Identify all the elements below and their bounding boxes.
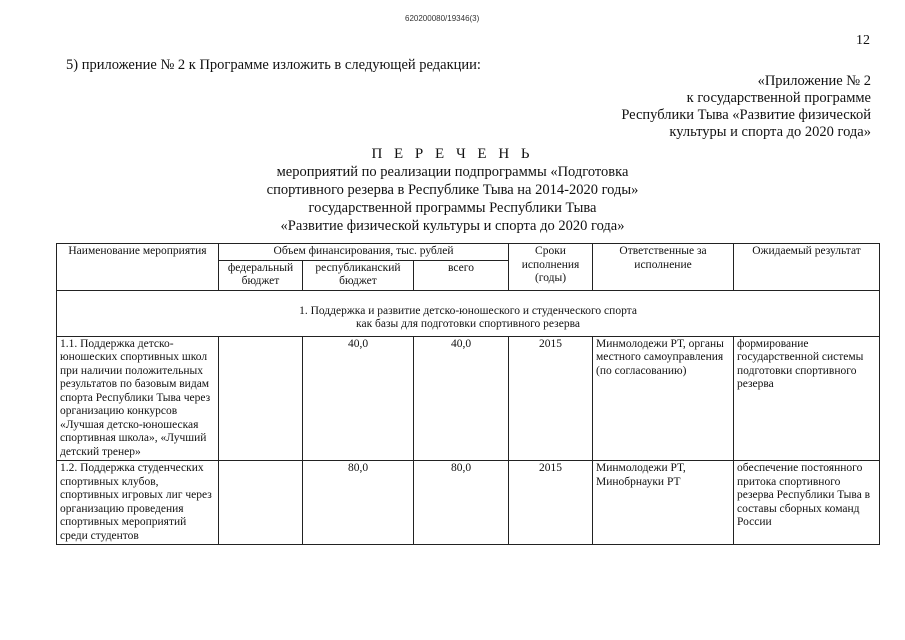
header-republican: республиканский бюджет (303, 260, 414, 290)
table-row (57, 336, 880, 461)
annex-line: к государственной программе (686, 90, 871, 106)
title-line: государственной программы Республики Тыва (308, 200, 597, 216)
annex-reference (551, 73, 871, 141)
measures-table (56, 243, 880, 545)
header-funding: Объем финансирования, тыс. рублей (219, 244, 509, 261)
section-line: 1. Поддержка и развитие детско-юношеского и студенческого спорта (299, 304, 637, 317)
title-heading: П Е Р Е Ч Е Н Ь (371, 146, 534, 162)
header-name: Наименование мероприятия (57, 244, 219, 291)
title-line: мероприятий по реализации подпрограммы «Подготовка (276, 164, 629, 180)
page-number: 12 (856, 33, 870, 48)
cell-federal (219, 461, 303, 545)
cell-republican: 40,0 (303, 336, 414, 461)
cell-terms: 2015 (509, 336, 593, 461)
header-terms: Сроки исполнения (годы) (509, 244, 593, 291)
section-row (57, 290, 880, 336)
cell-result: формирование государственной системы подготовки спортивного резерва (734, 336, 880, 461)
cell-result: обеспечение постоянного притока спортивного резерва Республики Тыва в составы сборных команд России (734, 461, 880, 545)
title-line: «Развитие физической культуры и спорта до 2020 года» (280, 218, 625, 234)
document-stamp: 620200080/19346(3) (405, 14, 480, 23)
annex-line: «Приложение № 2 (757, 73, 871, 89)
header-result: Ожидаемый результат (734, 244, 880, 291)
cell-federal (219, 336, 303, 461)
cell-total: 40,0 (414, 336, 509, 461)
cell-republican: 80,0 (303, 461, 414, 545)
section-line: как базы для подготовки спортивного резерва (356, 318, 580, 330)
intro-paragraph: 5) приложение № 2 к Программе изложить в следующей редакции: (66, 57, 481, 73)
title-line: спортивного резерва в Республике Тыва на 2014-2020 годы» (266, 182, 639, 198)
section-title (57, 290, 880, 336)
cell-responsible: Минмолодежи РТ, органы местного самоуправления (по согласованию) (593, 336, 734, 461)
annex-line: культуры и спорта до 2020 года» (669, 124, 871, 140)
cell-total: 80,0 (414, 461, 509, 545)
header-responsible: Ответственные за исполнение (593, 244, 734, 291)
cell-name: 1.1. Поддержка детско-юношеских спортивных школ при наличии положительных результатов по базовым видам спорта Республики Тыва через организацию конкурсов «Лучшая детско-юношеская спортивная школа», «Лучший детский тренер» (57, 336, 219, 461)
table-row (57, 461, 880, 545)
header-total: всего (414, 260, 509, 290)
document-title (0, 145, 905, 235)
header-federal: федеральный бюджет (219, 260, 303, 290)
cell-name: 1.2. Поддержка студенческих спортивных клубов, спортивных игровых лиг через организацию проведения спортивных мероприятий среди студентов (57, 461, 219, 545)
table-header-row (57, 244, 880, 261)
cell-responsible: Минмолодежи РТ, Минобрнауки РТ (593, 461, 734, 545)
annex-line: Республики Тыва «Развитие физической (621, 107, 871, 123)
cell-terms: 2015 (509, 461, 593, 545)
